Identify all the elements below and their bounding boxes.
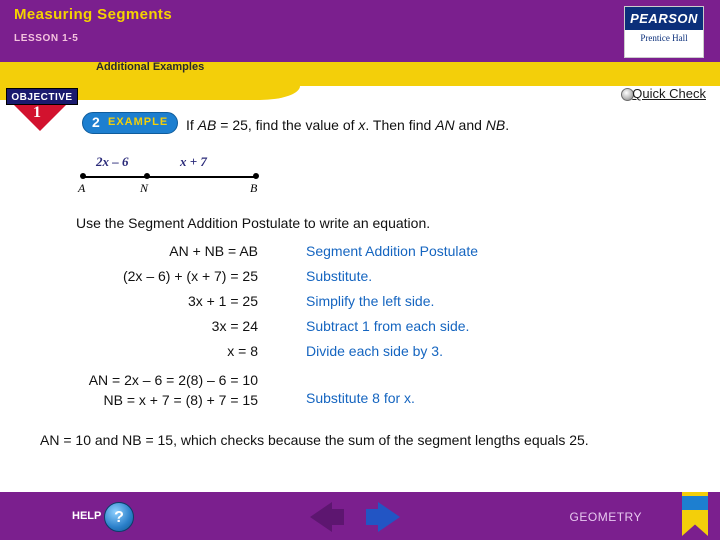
example-number: 2 (92, 114, 100, 130)
prompt-text-1: If (186, 117, 198, 133)
step-equation: 3x = 24 (211, 318, 258, 334)
prompt-var-x: x (358, 117, 366, 133)
objective-badge: OBJECTIVE (6, 88, 78, 105)
objective-number: 1 (33, 104, 41, 121)
point-b-label: B (250, 181, 258, 195)
page-title: Measuring Segments (14, 6, 173, 23)
substitution-reason: Substitute 8 for x. (306, 390, 415, 406)
step-equation: 3x + 1 = 25 (187, 293, 258, 309)
solution-row (0, 293, 720, 318)
point-a-label: A (78, 181, 86, 195)
prompt-var-nb: NB (485, 117, 506, 133)
lesson-label: LESSON 1-5 (14, 33, 79, 44)
publisher-logo (624, 6, 704, 58)
step-reason: Simplify the left side. (306, 293, 435, 309)
prompt-text-2: = 25, find the value of (216, 117, 359, 133)
step-reason: Divide each side by 3. (306, 343, 443, 359)
segment-an-expression: 2x – 6 (96, 154, 129, 169)
step-equation: (2x – 6) + (x + 7) = 25 (122, 268, 258, 284)
prompt-var-an: AN (435, 117, 455, 133)
solution-row (0, 318, 720, 343)
point-b-dot (253, 173, 259, 179)
solution-row (0, 243, 720, 268)
subject-label: GEOMETRY (569, 510, 642, 524)
forward-arrow-icon[interactable] (378, 502, 400, 532)
solution-steps (0, 243, 720, 368)
point-n-label: N (140, 181, 149, 195)
help-label[interactable]: HELP (72, 510, 102, 522)
prompt-text-4: and (454, 117, 486, 133)
segment-line (82, 176, 256, 178)
substitution-line-an: AN = 2x – 6 = 2(8) – 6 = 10 (88, 372, 258, 388)
back-arrow-icon[interactable] (310, 502, 332, 532)
prompt-text-5: . (505, 117, 510, 133)
question-mark-icon[interactable]: ? (104, 502, 134, 532)
solution-row (0, 268, 720, 293)
step-reason: Segment Addition Postulate (306, 243, 479, 259)
back-arrow-tail[interactable] (332, 509, 344, 525)
segment-nb-expression: x + 7 (180, 154, 207, 169)
publisher-name: PEARSON (625, 7, 703, 30)
point-a-dot (80, 173, 86, 179)
intro-instruction: Use the Segment Addition Postulate to write an equation. (76, 215, 431, 231)
solution-row (0, 343, 720, 368)
prompt-var-ab: AB (197, 117, 217, 133)
publisher-imprint: Prentice Hall (640, 33, 688, 43)
step-equation: x = 8 (227, 343, 258, 359)
point-n-dot (144, 173, 150, 179)
additional-examples-label: Additional Examples (96, 61, 205, 73)
example-prompt (186, 117, 509, 133)
step-reason: Substitute. (306, 268, 373, 284)
step-equation: AN + NB = AB (169, 243, 258, 259)
quick-check-link[interactable]: Quick Check (632, 86, 706, 101)
substitution-line-nb: NB = x + 7 = (8) + 7 = 15 (103, 392, 258, 408)
conclusion-text: AN = 10 and NB = 15, which checks because the sum of the segment lengths equals 25. (40, 432, 589, 448)
segment-diagram (70, 150, 330, 198)
prompt-text-3: . Then find (365, 117, 436, 133)
example-label: EXAMPLE (108, 116, 169, 128)
bookmark-ribbon-fold (682, 496, 708, 510)
step-reason: Subtract 1 from each side. (306, 318, 470, 334)
